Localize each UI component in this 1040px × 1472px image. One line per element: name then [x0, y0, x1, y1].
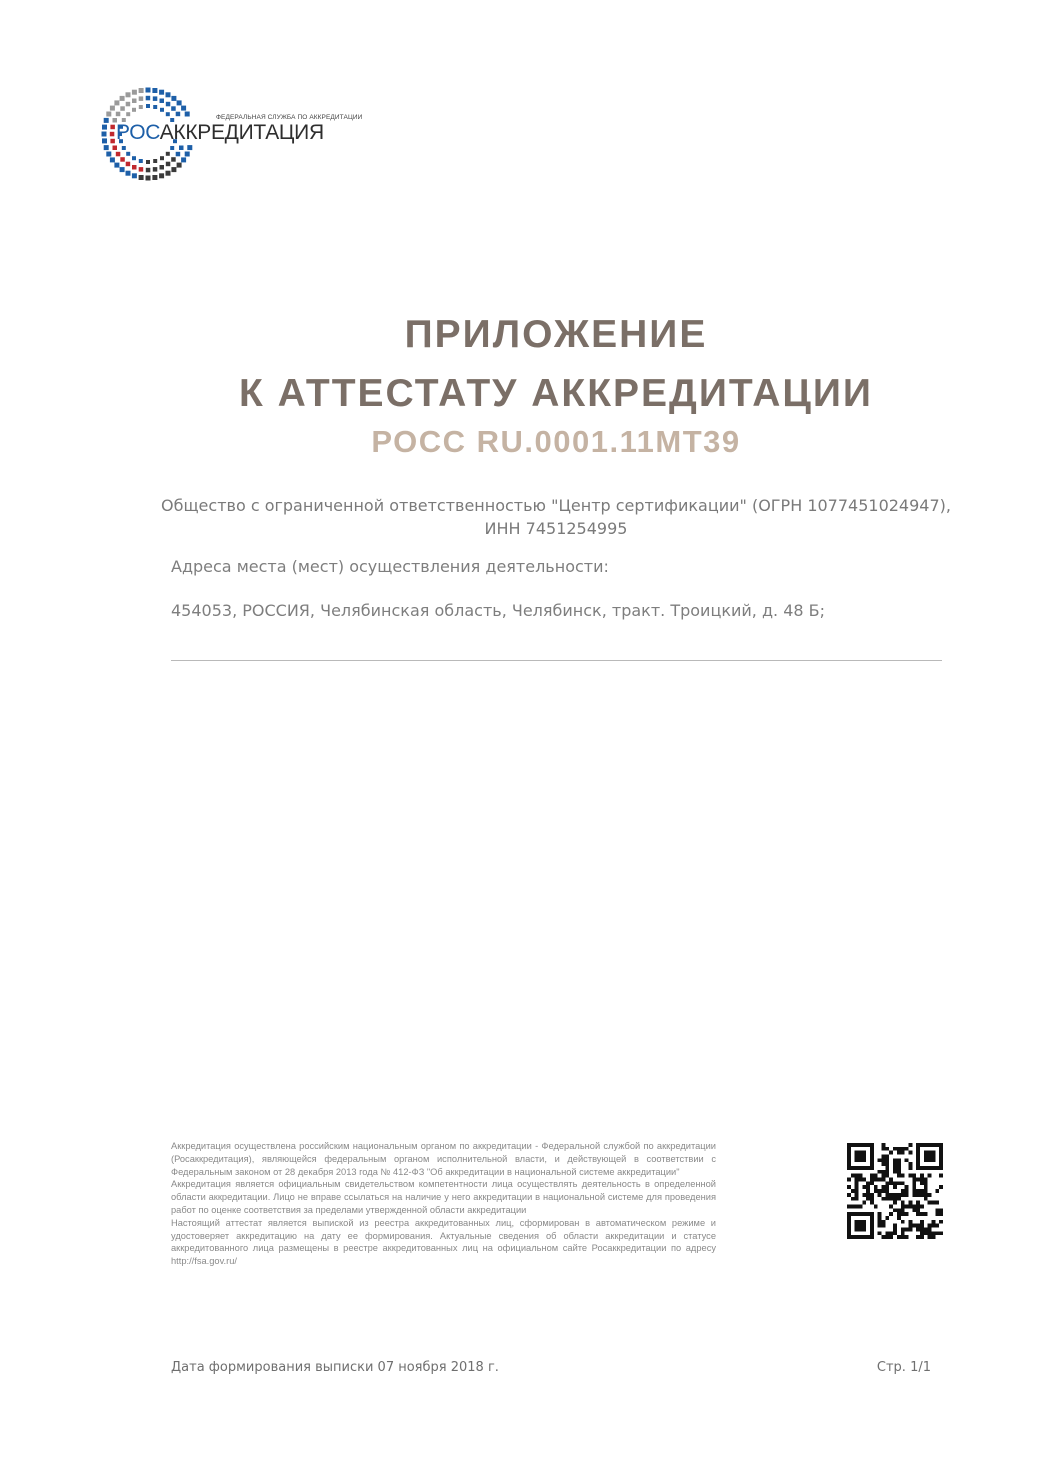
- organization-info: [150, 494, 962, 540]
- organization-line1: Общество с ограниченной ответственностью "Центр сертификации" (ОГРН 1077451024947),: [161, 496, 951, 515]
- logo-org-line: ФЕДЕРАЛЬНАЯ СЛУЖБА ПО АККРЕДИТАЦИИ: [216, 114, 363, 121]
- logo-wordmark: [116, 121, 324, 145]
- address-label: Адреса места (мест) осуществления деятельности:: [171, 557, 609, 576]
- document-title-line1: ПРИЛОЖЕНИЕ: [404, 313, 708, 356]
- qr-code-icon: [847, 1143, 943, 1239]
- certificate-number: РОСС RU.0001.11МТ39: [371, 424, 741, 459]
- rosaccreditation-logo: [98, 84, 363, 184]
- generation-date: Дата формирования выписки 07 ноября 2018 г.: [171, 1360, 499, 1375]
- address-value: 454053, РОССИЯ, Челябинская область, Челябинск, тракт. Троицкий, д. 48 Б;: [171, 601, 826, 620]
- logo-word-part1: РОС: [116, 121, 160, 144]
- legal-note-2: Аккредитация является официальным свидетельством компетентности лица осуществлять деятельность в определенной области аккредитации. Лицо не вправе ссылаться на наличие у него аккредитации в национальной системе для проведения работ по оценке соответствия за пределами утвержденной области аккредитации: [171, 1179, 716, 1215]
- legal-notes: [171, 1140, 716, 1268]
- document-title-line2: К АТТЕСТАТУ АККРЕДИТАЦИИ: [239, 372, 873, 415]
- organization-line2: ИНН 7451254995: [484, 519, 628, 538]
- legal-note-1: Аккредитация осуществлена российским национальным органом по аккредитации - Федеральной службой по аккредитации (Росаккредитация), являющейся федеральным органом исполнительной власти, и действующей в соответствии с Федеральным законом от 28 декабря 2013 года № 412-ФЗ "Об аккредитации в национальной системе аккредитации": [171, 1141, 716, 1177]
- page-number: Стр. 1/1: [876, 1360, 931, 1375]
- logo-word-part2: АККРЕДИТАЦИЯ: [159, 121, 324, 144]
- legal-note-3: Настоящий аттестат является выпиской из реестра аккредитованных лиц, сформирован в автоматическом режиме и удостоверяет аккредитацию на дату ее формирования. Актуальные сведения об области аккредитации и статусе аккредитованного лица размещены в реестре аккредитованных лиц на официальном сайте Росаккредитации по адресу http://fsa.gov.ru/: [171, 1217, 716, 1267]
- section-divider: [171, 660, 942, 661]
